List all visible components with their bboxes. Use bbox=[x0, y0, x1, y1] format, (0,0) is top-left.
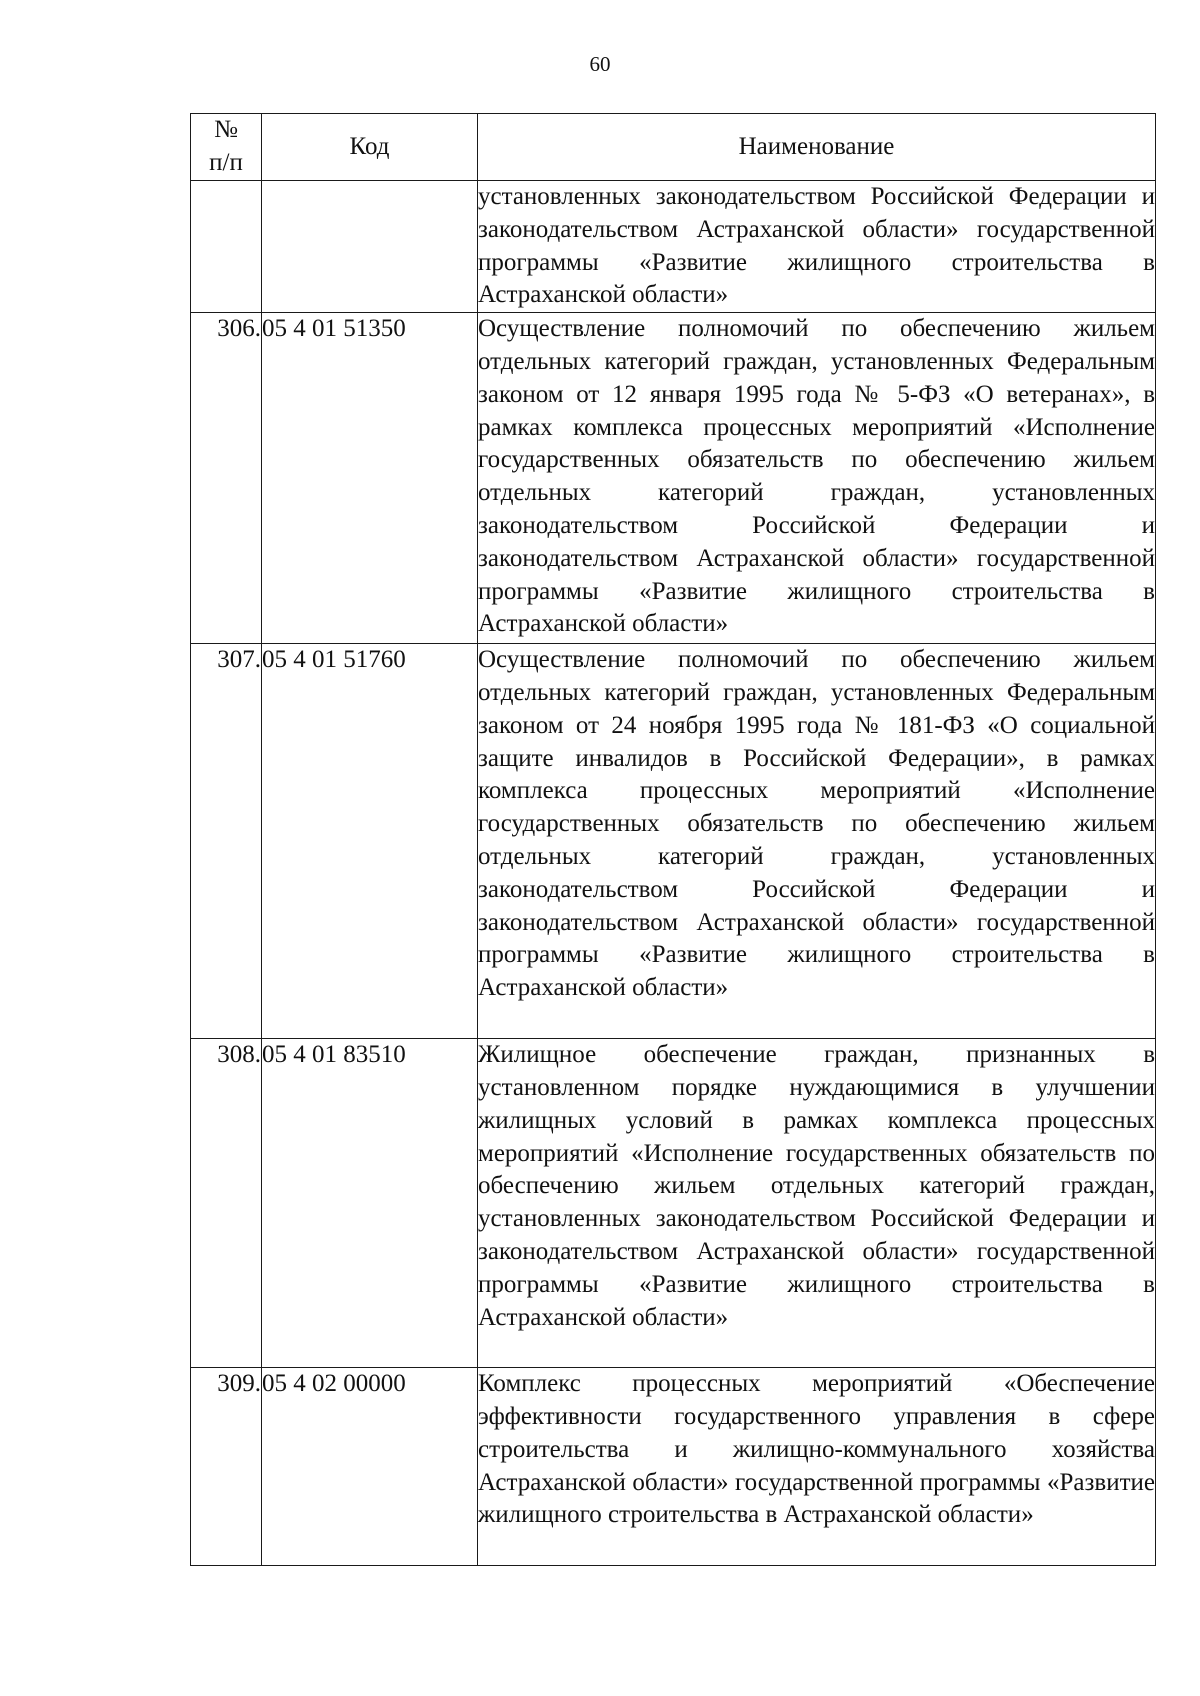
table-row bbox=[191, 1039, 1156, 1368]
row-name: Комплекс процессных мероприятий «Обеспечение эффективности государственного управления в сфере строительства и жилищно-коммунального хозяйства Астраханской области» государственной программы «Развитие жилищного строительства в Астраханской области» bbox=[478, 1368, 1156, 1566]
row-number: 308. bbox=[191, 1039, 262, 1368]
page-number: 60 bbox=[589, 52, 611, 76]
header-name: Наименование bbox=[478, 114, 1156, 181]
row-code: 05 4 01 51350 bbox=[262, 313, 478, 644]
row-number: 307. bbox=[191, 644, 262, 1039]
row-number bbox=[191, 181, 262, 313]
table-row bbox=[191, 313, 1156, 644]
row-name: Осуществление полномочий по обеспечению жильем отдельных категорий граждан, установленных Федеральным законом от 12 января 1995 года № 5-ФЗ «О ветеранах», в рамках комплекса процессных мероприятий «Исполнение государственных обязательств по обеспечению жильем отдельных категорий граждан, установленных законодательством Российской Федерации и законодательством Астраханской области» государственной программы «Развитие жилищного строительства в Астраханской области» bbox=[478, 313, 1156, 644]
budget-code-table bbox=[190, 113, 1156, 1566]
row-number: 309. bbox=[191, 1368, 262, 1566]
header-number bbox=[191, 114, 262, 181]
row-code: 05 4 01 51760 bbox=[262, 644, 478, 1039]
row-code: 05 4 02 00000 bbox=[262, 1368, 478, 1566]
header-number-label: № п/п bbox=[209, 116, 243, 176]
table-row bbox=[191, 181, 1156, 313]
row-name: установленных законодательством Российской Федерации и законодательством Астраханской области» государственной программы «Развитие жилищного строительства в Астраханской области» bbox=[478, 181, 1156, 313]
row-name: Осуществление полномочий по обеспечению жильем отдельных категорий граждан, установленных Федеральным законом от 24 ноября 1995 года № 181-ФЗ «О социальной защите инвалидов в Российской Федерации», в рамках комплекса процессных мероприятий «Исполнение государственных обязательств по обеспечению жильем отдельных категорий граждан, установленных законодательством Российской Федерации и законодательством Астраханской области» государственной программы «Развитие жилищного строительства в Астраханской области» bbox=[478, 644, 1156, 1039]
row-code bbox=[262, 181, 478, 313]
table-row bbox=[191, 1368, 1156, 1566]
row-code: 05 4 01 83510 bbox=[262, 1039, 478, 1368]
table-row bbox=[191, 644, 1156, 1039]
row-number: 306. bbox=[191, 313, 262, 644]
row-name: Жилищное обеспечение граждан, признанных в установленном порядке нуждающимися в улучшении жилищных условий в рамках комплекса процессных мероприятий «Исполнение государственных обязательств по обеспечению жильем отдельных категорий граждан, установленных законодательством Российской Федерации и законодательством Астраханской области» государственной программы «Развитие жилищного строительства в Астраханской области» bbox=[478, 1039, 1156, 1368]
table-header-row bbox=[191, 114, 1156, 181]
header-code: Код bbox=[262, 114, 478, 181]
